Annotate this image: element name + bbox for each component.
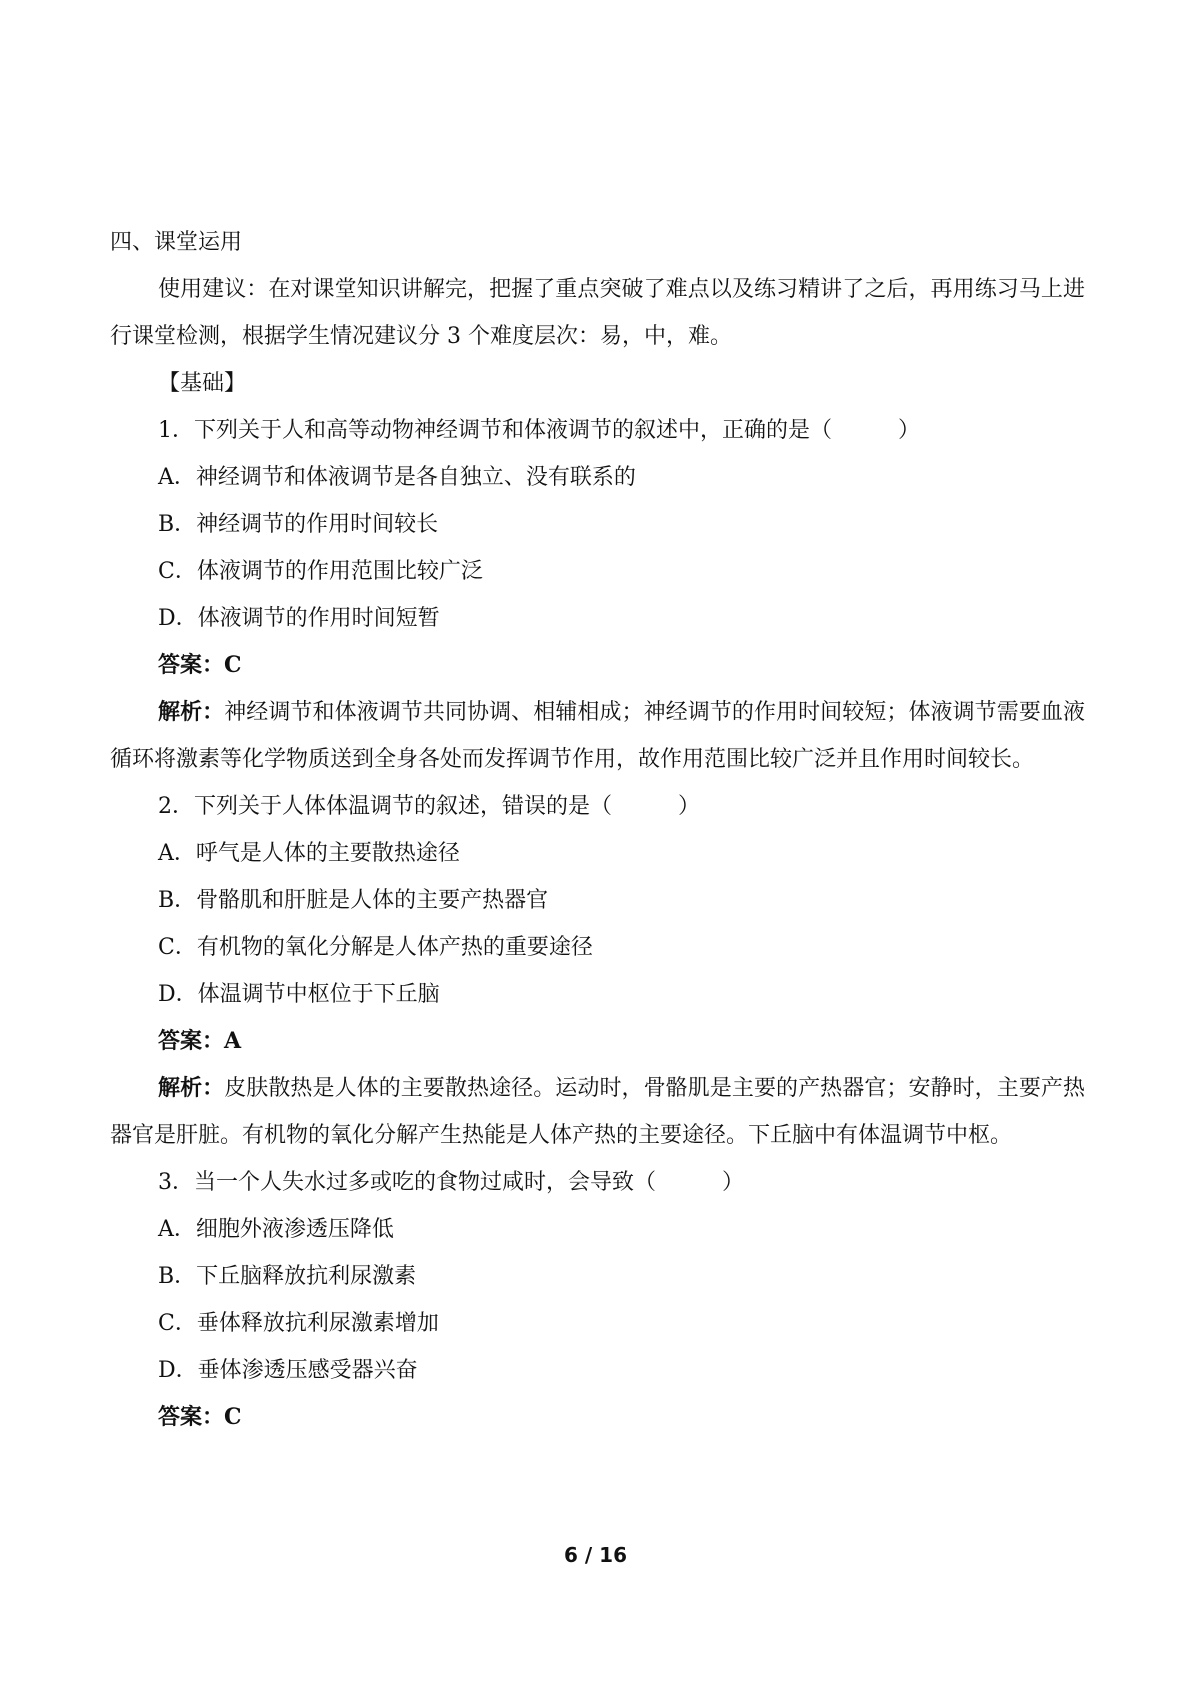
answer-line — [110, 1018, 1085, 1065]
option-b: B．骨骼肌和肝脏是人体的主要产热器官 — [158, 888, 549, 913]
question-3 — [110, 1159, 1085, 1441]
option-c: C．垂体释放抗利尿激素增加 — [158, 1311, 439, 1336]
analysis-label: 解析： — [158, 699, 225, 725]
option-c: C．体液调节的作用范围比较广泛 — [158, 559, 483, 584]
option-c: C．有机物的氧化分解是人体产热的重要途径 — [158, 935, 593, 960]
option-a: A．细胞外液渗透压降低 — [158, 1217, 394, 1242]
answer-label: 答案： — [158, 652, 225, 678]
question-stem: 2．下列关于人体体温调节的叙述，错误的是（ ） — [158, 794, 700, 819]
option-a: A．呼气是人体的主要散热途径 — [158, 841, 460, 866]
analysis-text: 皮肤散热是人体的主要散热途径。运动时，骨骼肌是主要的产热器官；安静时，主要产热器官是肝脏。有机物的氧化分解产生热能是人体产热的主要途径。下丘脑中有体温调节中枢。 — [110, 1076, 1085, 1148]
question-stem: 3．当一个人失水过多或吃的食物过咸时，会导致（ ） — [158, 1170, 744, 1195]
answer-label: 答案： — [158, 1028, 225, 1054]
analysis-label: 解析： — [158, 1075, 225, 1101]
analysis-paragraph — [110, 689, 1085, 783]
question-1 — [110, 407, 1085, 783]
option-d: D．体液调节的作用时间短暂 — [158, 606, 440, 631]
option-b: B．下丘脑释放抗利尿激素 — [158, 1264, 417, 1289]
option-a: A．神经调节和体液调节是各自独立、没有联系的 — [158, 465, 636, 490]
level-label: 【基础】 — [158, 371, 247, 396]
answer-value: C — [224, 652, 242, 678]
question-stem: 1．下列关于人和高等动物神经调节和体液调节的叙述中，正确的是（ ） — [158, 418, 920, 443]
option-b: B．神经调节的作用时间较长 — [158, 512, 439, 537]
usage-advice: 使用建议：在对课堂知识讲解完，把握了重点突破了难点以及练习精讲了之后，再用练习马上进行课堂检测，根据学生情况建议分 3 个难度层次：易，中，难。 — [110, 277, 1085, 349]
answer-value: A — [224, 1028, 242, 1054]
analysis-text: 神经调节和体液调节共同协调、相辅相成；神经调节的作用时间较短；体液调节需要血液循环将激素等化学物质送到全身各处而发挥调节作用，故作用范围比较广泛并且作用时间较长。 — [110, 700, 1085, 772]
option-d: D．体温调节中枢位于下丘脑 — [158, 982, 440, 1007]
page-number: 6 / 16 — [564, 1543, 627, 1567]
option-d: D．垂体渗透压感受器兴奋 — [158, 1358, 418, 1383]
analysis-paragraph — [110, 1065, 1085, 1159]
section-heading: 四、课堂运用 — [110, 230, 243, 255]
page-content — [110, 219, 1085, 1441]
answer-line — [110, 642, 1085, 689]
question-2 — [110, 783, 1085, 1159]
answer-line — [110, 1394, 1085, 1441]
answer-value: C — [224, 1404, 242, 1430]
answer-label: 答案： — [158, 1404, 225, 1430]
